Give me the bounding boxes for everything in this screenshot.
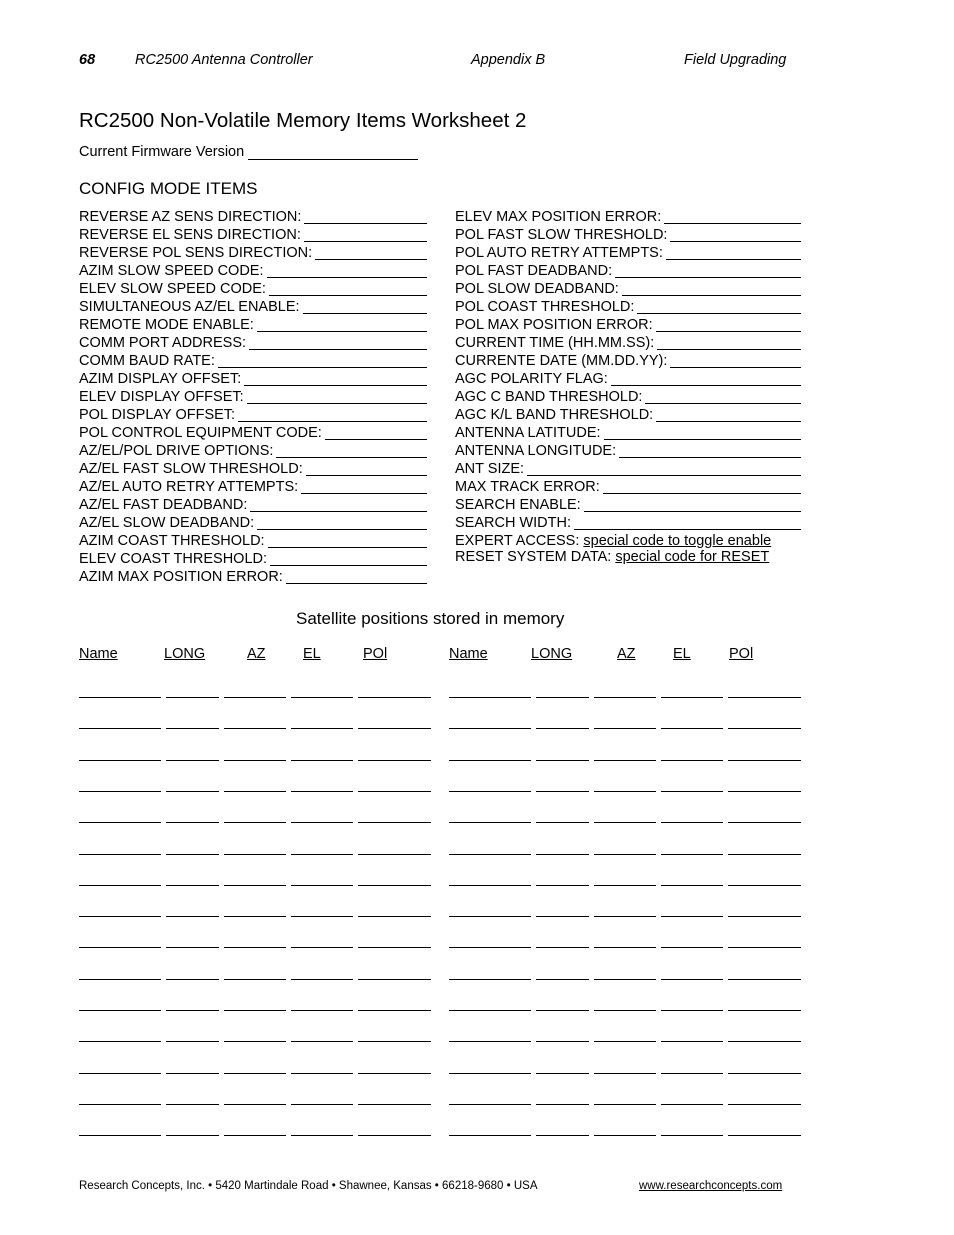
config-item	[79, 209, 427, 227]
config-item	[455, 515, 801, 533]
config-item	[455, 407, 801, 425]
table-blank-cell[interactable]	[358, 1104, 431, 1105]
firmware-label: Current Firmware Version	[79, 144, 245, 160]
table-blank-cell[interactable]	[661, 697, 723, 698]
table-blank-cell[interactable]	[358, 697, 431, 698]
table-blank-cell[interactable]	[594, 728, 656, 729]
table-blank-cell[interactable]	[166, 885, 219, 886]
table-blank-cell[interactable]	[79, 854, 161, 855]
config-item	[79, 497, 427, 515]
table-blank-cell[interactable]	[166, 728, 219, 729]
config-item	[79, 461, 427, 479]
config-item	[79, 263, 427, 281]
config-item	[79, 299, 427, 317]
table-blank-cell[interactable]	[166, 1135, 219, 1136]
config-item-label: REVERSE AZ SENS DIRECTION:	[79, 209, 302, 225]
config-item	[79, 227, 427, 245]
config-item-blank[interactable]	[664, 209, 801, 224]
config-item-blank[interactable]	[615, 263, 801, 278]
table-blank-cell[interactable]	[728, 697, 801, 698]
config-item-blank[interactable]	[670, 353, 801, 368]
table-blank-cell[interactable]	[224, 885, 286, 886]
config-item-blank[interactable]	[315, 245, 427, 260]
table-blank-cell[interactable]	[594, 791, 656, 792]
config-item-blank[interactable]	[325, 425, 427, 440]
config-item-blank[interactable]	[619, 443, 801, 458]
table-blank-cell[interactable]	[358, 728, 431, 729]
table-blank-cell[interactable]	[594, 697, 656, 698]
table-blank-cell[interactable]	[728, 885, 801, 886]
table-blank-cell[interactable]	[79, 916, 161, 917]
table-blank-cell[interactable]	[79, 760, 161, 761]
config-item-blank[interactable]	[304, 209, 427, 224]
config-item	[79, 533, 427, 551]
table-blank-cell[interactable]	[449, 1041, 531, 1042]
table-blank-cell[interactable]	[536, 1073, 589, 1074]
config-item-label: SEARCH WIDTH:	[455, 515, 571, 531]
config-item-label: AZ/EL FAST DEADBAND:	[79, 497, 248, 513]
special-item-label: EXPERT ACCESS:	[455, 533, 580, 549]
table-blank-cell[interactable]	[224, 791, 286, 792]
config-item-label: SIMULTANEOUS AZ/EL ENABLE:	[79, 299, 300, 315]
config-item-blank[interactable]	[238, 407, 427, 422]
config-item-blank[interactable]	[301, 479, 427, 494]
table-blank-cell[interactable]	[166, 1010, 219, 1011]
table-blank-cell[interactable]	[224, 916, 286, 917]
table-blank-cell[interactable]	[449, 947, 531, 948]
config-item-label: AZ/EL/POL DRIVE OPTIONS:	[79, 443, 274, 459]
config-item	[455, 371, 801, 389]
table-blank-cell[interactable]	[291, 1041, 353, 1042]
table-blank-cell[interactable]	[224, 1010, 286, 1011]
config-item-label: AGC C BAND THRESHOLD:	[455, 389, 643, 405]
table-blank-cell[interactable]	[224, 854, 286, 855]
table-blank-cell[interactable]	[291, 916, 353, 917]
table-blank-cell[interactable]	[728, 947, 801, 948]
table-blank-cell[interactable]	[536, 916, 589, 917]
table-blank-cell[interactable]	[728, 791, 801, 792]
table-header-name: Name	[449, 646, 488, 662]
table-blank-cell[interactable]	[449, 854, 531, 855]
table-blank-cell[interactable]	[536, 697, 589, 698]
table-blank-cell[interactable]	[358, 916, 431, 917]
config-item-label: AZIM SLOW SPEED CODE:	[79, 263, 264, 279]
table-blank-cell[interactable]	[536, 979, 589, 980]
table-blank-cell[interactable]	[79, 1104, 161, 1105]
table-blank-cell[interactable]	[79, 1135, 161, 1136]
config-item-label: AGC K/L BAND THRESHOLD:	[455, 407, 654, 423]
table-blank-cell[interactable]	[166, 979, 219, 980]
table-blank-cell[interactable]	[358, 854, 431, 855]
config-item-blank[interactable]	[656, 317, 801, 332]
table-blank-cell[interactable]	[536, 1010, 589, 1011]
config-item-blank[interactable]	[645, 389, 801, 404]
table-blank-cell[interactable]	[224, 760, 286, 761]
config-item	[79, 281, 427, 299]
table-blank-cell[interactable]	[536, 1135, 589, 1136]
config-item	[79, 335, 427, 353]
config-item	[79, 245, 427, 263]
config-item-blank[interactable]	[656, 407, 801, 422]
config-item	[455, 479, 801, 497]
config-item-label: POL FAST DEADBAND:	[455, 263, 613, 279]
config-item	[79, 551, 427, 569]
config-item-label: AZIM COAST THRESHOLD:	[79, 533, 265, 549]
table-blank-cell[interactable]	[166, 1041, 219, 1042]
table-blank-cell[interactable]	[166, 916, 219, 917]
table-blank-cell[interactable]	[536, 1041, 589, 1042]
table-blank-cell[interactable]	[594, 822, 656, 823]
table-blank-cell[interactable]	[728, 760, 801, 761]
table-blank-cell[interactable]	[224, 947, 286, 948]
table-blank-cell[interactable]	[661, 885, 723, 886]
config-item	[79, 443, 427, 461]
table-blank-cell[interactable]	[291, 791, 353, 792]
page-number: 68	[79, 52, 96, 68]
config-item-blank[interactable]	[257, 515, 427, 530]
table-blank-cell[interactable]	[449, 822, 531, 823]
config-item	[455, 335, 801, 353]
table-blank-cell[interactable]	[728, 1073, 801, 1074]
table-blank-cell[interactable]	[224, 822, 286, 823]
table-header-pol: POl	[729, 646, 754, 662]
config-item-label: POL COAST THRESHOLD:	[455, 299, 635, 315]
table-blank-cell[interactable]	[536, 760, 589, 761]
table-blank-cell[interactable]	[358, 791, 431, 792]
table-blank-cell[interactable]	[728, 822, 801, 823]
table-blank-cell[interactable]	[728, 728, 801, 729]
special-item	[455, 549, 801, 565]
page-title: RC2500 Non-Volatile Memory Items Worksheet 2	[79, 109, 527, 132]
table-blank-cell[interactable]	[79, 791, 161, 792]
config-item	[455, 281, 801, 299]
config-item	[455, 443, 801, 461]
table-blank-cell[interactable]	[358, 1135, 431, 1136]
table-blank-cell[interactable]	[594, 1104, 656, 1105]
table-blank-cell[interactable]	[594, 1010, 656, 1011]
table-blank-cell[interactable]	[291, 979, 353, 980]
config-item-label: COMM PORT ADDRESS:	[79, 335, 247, 351]
config-item-label: MAX TRACK ERROR:	[455, 479, 600, 495]
table-blank-cell[interactable]	[224, 728, 286, 729]
table-blank-cell[interactable]	[661, 947, 723, 948]
table-blank-cell[interactable]	[661, 1010, 723, 1011]
config-item-blank[interactable]	[269, 281, 427, 296]
table-blank-cell[interactable]	[291, 854, 353, 855]
config-item-blank[interactable]	[218, 353, 427, 368]
config-item-blank[interactable]	[604, 425, 801, 440]
table-blank-cell[interactable]	[536, 728, 589, 729]
config-item-label: ELEV COAST THRESHOLD:	[79, 551, 268, 567]
table-blank-cell[interactable]	[449, 728, 531, 729]
config-item-label: POL FAST SLOW THRESHOLD:	[455, 227, 668, 243]
config-item-blank[interactable]	[574, 515, 801, 530]
table-header-el: EL	[303, 646, 321, 662]
table-blank-cell[interactable]	[661, 822, 723, 823]
footer-address: Research Concepts, Inc. • 5420 Martindale Road • Shawnee, Kansas • 66218-9680 • USA	[79, 1180, 538, 1192]
config-item-blank[interactable]	[304, 227, 427, 242]
table-blank-cell[interactable]	[594, 885, 656, 886]
table-blank-cell[interactable]	[291, 1073, 353, 1074]
table-blank-cell[interactable]	[661, 728, 723, 729]
table-header-pol: POl	[363, 646, 388, 662]
table-blank-cell[interactable]	[291, 728, 353, 729]
table-blank-cell[interactable]	[536, 854, 589, 855]
table-blank-cell[interactable]	[449, 885, 531, 886]
config-items-left	[79, 209, 427, 587]
config-item-blank[interactable]	[666, 245, 801, 260]
config-item	[455, 209, 801, 227]
table-blank-cell[interactable]	[166, 760, 219, 761]
config-item-label: ELEV DISPLAY OFFSET:	[79, 389, 244, 405]
config-item-label: ANTENNA LATITUDE:	[455, 425, 601, 441]
config-item	[455, 317, 801, 335]
special-item	[455, 533, 801, 549]
config-item	[79, 353, 427, 371]
firmware-field	[79, 144, 427, 160]
config-item	[79, 479, 427, 497]
config-item	[79, 389, 427, 407]
table-blank-cell[interactable]	[166, 697, 219, 698]
table-blank-cell[interactable]	[166, 822, 219, 823]
table-blank-cell[interactable]	[728, 1010, 801, 1011]
table-blank-cell[interactable]	[291, 947, 353, 948]
table-blank-cell[interactable]	[449, 1104, 531, 1105]
table-blank-cell[interactable]	[358, 947, 431, 948]
config-item-label: REVERSE POL SENS DIRECTION:	[79, 245, 313, 261]
table-blank-cell[interactable]	[358, 822, 431, 823]
table-blank-cell[interactable]	[728, 854, 801, 855]
config-item	[455, 227, 801, 245]
table-blank-cell[interactable]	[449, 916, 531, 917]
config-item-blank[interactable]	[268, 533, 427, 548]
table-blank-cell[interactable]	[661, 1041, 723, 1042]
config-item-label: ANT SIZE:	[455, 461, 525, 477]
firmware-blank[interactable]	[248, 144, 418, 160]
footer-url[interactable]: www.researchconcepts.com	[639, 1180, 783, 1192]
table-blank-cell[interactable]	[661, 916, 723, 917]
config-item	[455, 245, 801, 263]
table-blank-cell[interactable]	[536, 822, 589, 823]
config-item-label: AZIM MAX POSITION ERROR:	[79, 569, 283, 585]
table-blank-cell[interactable]	[728, 1041, 801, 1042]
table-blank-cell[interactable]	[449, 791, 531, 792]
table-blank-cell[interactable]	[79, 1073, 161, 1074]
table-blank-cell[interactable]	[594, 947, 656, 948]
table-blank-cell[interactable]	[79, 728, 161, 729]
table-blank-cell[interactable]	[291, 885, 353, 886]
config-item-blank[interactable]	[267, 263, 428, 278]
table-blank-cell[interactable]	[536, 791, 589, 792]
table-blank-cell[interactable]	[166, 791, 219, 792]
table-blank-cell[interactable]	[594, 979, 656, 980]
table-header-el: EL	[673, 646, 691, 662]
config-item-label: AZ/EL FAST SLOW THRESHOLD:	[79, 461, 303, 477]
config-item-label: AZ/EL SLOW DEADBAND:	[79, 515, 255, 531]
table-blank-cell[interactable]	[594, 854, 656, 855]
table-blank-cell[interactable]	[661, 854, 723, 855]
config-item-label: ELEV MAX POSITION ERROR:	[455, 209, 662, 225]
table-blank-cell[interactable]	[79, 979, 161, 980]
table-header-az: AZ	[617, 646, 636, 662]
table-blank-cell[interactable]	[291, 1135, 353, 1136]
config-item-blank[interactable]	[622, 281, 801, 296]
table-blank-cell[interactable]	[291, 1010, 353, 1011]
config-item	[455, 461, 801, 479]
table-blank-cell[interactable]	[166, 947, 219, 948]
config-item	[79, 371, 427, 389]
table-blank-cell[interactable]	[358, 885, 431, 886]
config-item	[79, 425, 427, 443]
config-item-label: CURRENT TIME (HH.MM.SS):	[455, 335, 655, 351]
special-item-label: RESET SYSTEM DATA:	[455, 549, 612, 565]
table-blank-cell[interactable]	[224, 1135, 286, 1136]
table-blank-cell[interactable]	[358, 1041, 431, 1042]
config-item-blank[interactable]	[637, 299, 801, 314]
table-blank-cell[interactable]	[291, 760, 353, 761]
table-blank-cell[interactable]	[661, 791, 723, 792]
config-item-label: AGC POLARITY FLAG:	[455, 371, 608, 387]
config-item-label: AZ/EL AUTO RETRY ATTEMPTS:	[79, 479, 299, 495]
table-blank-cell[interactable]	[536, 947, 589, 948]
table-blank-cell[interactable]	[594, 1041, 656, 1042]
table-blank-cell[interactable]	[166, 854, 219, 855]
table-blank-cell[interactable]	[291, 822, 353, 823]
config-item-blank[interactable]	[527, 461, 801, 476]
config-item	[79, 569, 427, 587]
table-blank-cell[interactable]	[224, 1073, 286, 1074]
table-header-long: LONG	[531, 646, 573, 662]
config-item-blank[interactable]	[611, 371, 801, 386]
table-blank-cell[interactable]	[536, 885, 589, 886]
config-item-label: POL AUTO RETRY ATTEMPTS:	[455, 245, 663, 261]
config-item-blank[interactable]	[306, 461, 427, 476]
config-item-blank[interactable]	[244, 371, 427, 386]
table-blank-cell[interactable]	[661, 1073, 723, 1074]
table-blank-cell[interactable]	[224, 697, 286, 698]
table-blank-cell[interactable]	[661, 979, 723, 980]
table-blank-cell[interactable]	[661, 1135, 723, 1136]
table-blank-cell[interactable]	[358, 979, 431, 980]
config-item-label: POL CONTROL EQUIPMENT CODE:	[79, 425, 322, 441]
table-blank-cell[interactable]	[291, 1104, 353, 1105]
config-item	[79, 407, 427, 425]
table-blank-cell[interactable]	[291, 697, 353, 698]
table-header-long: LONG	[164, 646, 206, 662]
config-item-blank[interactable]	[584, 497, 801, 512]
table-blank-cell[interactable]	[728, 1104, 801, 1105]
table-blank-cell[interactable]	[224, 979, 286, 980]
config-item-label: CURRENTE DATE (MM.DD.YY):	[455, 353, 668, 369]
config-item	[455, 389, 801, 407]
table-blank-cell[interactable]	[449, 979, 531, 980]
table-blank-cell[interactable]	[358, 760, 431, 761]
config-item-label: REVERSE EL SENS DIRECTION:	[79, 227, 301, 243]
table-blank-cell[interactable]	[728, 1135, 801, 1136]
config-item	[455, 299, 801, 317]
satellite-heading: Satellite positions stored in memory	[296, 609, 565, 628]
config-item	[455, 353, 801, 371]
table-header-name: Name	[79, 646, 118, 662]
table-blank-cell[interactable]	[594, 1135, 656, 1136]
config-item-blank[interactable]	[257, 317, 427, 332]
table-blank-cell[interactable]	[79, 885, 161, 886]
table-blank-cell[interactable]	[79, 697, 161, 698]
config-item-label: SEARCH ENABLE:	[455, 497, 581, 513]
table-blank-cell[interactable]	[358, 1073, 431, 1074]
config-heading: CONFIG MODE ITEMS	[79, 179, 258, 198]
table-blank-cell[interactable]	[79, 822, 161, 823]
table-blank-cell[interactable]	[358, 1010, 431, 1011]
config-item-blank[interactable]	[603, 479, 801, 494]
config-item-blank[interactable]	[670, 227, 801, 242]
table-blank-cell[interactable]	[449, 1010, 531, 1011]
special-item-value: special code to toggle enable	[583, 533, 772, 549]
config-item-label: POL MAX POSITION ERROR:	[455, 317, 653, 333]
table-blank-cell[interactable]	[728, 979, 801, 980]
config-item	[455, 263, 801, 281]
config-item-blank[interactable]	[276, 443, 427, 458]
table-blank-cell[interactable]	[79, 947, 161, 948]
table-blank-cell[interactable]	[728, 916, 801, 917]
config-item-label: ELEV SLOW SPEED CODE:	[79, 281, 266, 297]
config-item-label: POL DISPLAY OFFSET:	[79, 407, 236, 423]
special-item-value: special code for RESET	[615, 549, 770, 565]
config-item-blank[interactable]	[247, 389, 427, 404]
table-blank-cell[interactable]	[536, 1104, 589, 1105]
config-item-label: AZIM DISPLAY OFFSET:	[79, 371, 242, 387]
table-blank-cell[interactable]	[166, 1073, 219, 1074]
table-blank-cell[interactable]	[79, 1041, 161, 1042]
table-blank-cell[interactable]	[661, 1104, 723, 1105]
table-blank-cell[interactable]	[449, 1135, 531, 1136]
table-blank-cell[interactable]	[594, 916, 656, 917]
config-item-blank[interactable]	[657, 335, 801, 350]
table-blank-cell[interactable]	[661, 760, 723, 761]
table-blank-cell[interactable]	[79, 1010, 161, 1011]
table-blank-cell[interactable]	[449, 1073, 531, 1074]
table-blank-cell[interactable]	[594, 760, 656, 761]
header-appendix: Appendix B	[471, 52, 546, 68]
header-section: Field Upgrading	[684, 52, 787, 68]
table-blank-cell[interactable]	[449, 697, 531, 698]
config-item	[455, 497, 801, 515]
table-header-az: AZ	[247, 646, 266, 662]
config-item-label: ANTENNA LONGITUDE:	[455, 443, 617, 459]
header-product: RC2500 Antenna Controller	[135, 52, 313, 68]
config-item-label: COMM BAUD RATE:	[79, 353, 215, 369]
table-blank-cell[interactable]	[449, 760, 531, 761]
table-blank-cell[interactable]	[224, 1041, 286, 1042]
config-item	[79, 317, 427, 335]
config-item	[455, 425, 801, 443]
config-items-right	[455, 209, 801, 565]
config-item-blank[interactable]	[303, 299, 427, 314]
config-item-label: POL SLOW DEADBAND:	[455, 281, 619, 297]
table-blank-cell[interactable]	[166, 1104, 219, 1105]
config-item	[79, 515, 427, 533]
config-item-label: REMOTE MODE ENABLE:	[79, 317, 254, 333]
config-item-blank[interactable]	[250, 497, 427, 512]
table-blank-cell[interactable]	[224, 1104, 286, 1105]
config-item-blank[interactable]	[270, 551, 427, 566]
config-item-blank[interactable]	[286, 569, 427, 584]
config-item-blank[interactable]	[249, 335, 427, 350]
table-blank-cell[interactable]	[594, 1073, 656, 1074]
